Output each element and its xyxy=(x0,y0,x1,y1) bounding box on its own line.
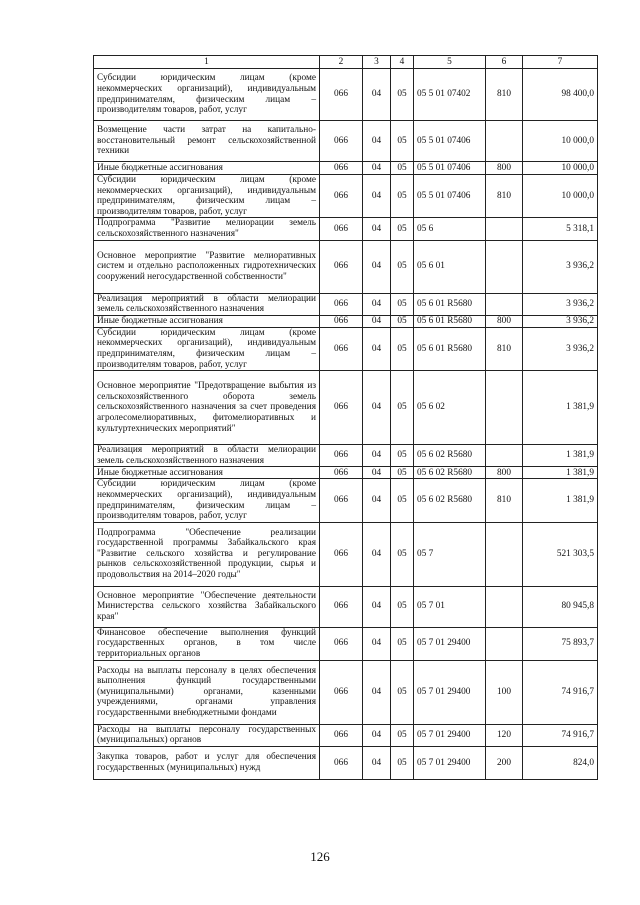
column-header: 3 xyxy=(363,56,391,69)
subsection-code-cell: 05 xyxy=(391,660,414,724)
section-code-cell: 04 xyxy=(363,586,391,627)
target-article-cell: 05 6 02 R5680 xyxy=(414,479,486,522)
target-article-cell: 05 7 xyxy=(414,522,486,586)
row-name-cell: Субсидии юридическим лицам (кроме некоммерческих организаций), индивидуальным предпринимателям, физическим лицам – производителям товаров, работ, услуг xyxy=(94,69,320,121)
target-article-cell: 05 7 01 29400 xyxy=(414,660,486,724)
subsection-code-cell: 05 xyxy=(391,586,414,627)
section-code-cell: 04 xyxy=(363,121,391,162)
expense-type-cell: 810 xyxy=(486,327,523,370)
section-code-cell: 04 xyxy=(363,724,391,746)
expense-type-cell xyxy=(486,371,523,445)
section-code-cell: 04 xyxy=(363,69,391,121)
amount-cell: 98 400,0 xyxy=(523,69,598,121)
row-name-cell: Иные бюджетные ассигнования xyxy=(94,315,320,327)
ministry-code-cell: 066 xyxy=(320,175,363,218)
row-name-cell: Финансовое обеспечение выполнения функций государственных органов, в том числе территориальных органов xyxy=(94,627,320,660)
amount-cell: 10 000,0 xyxy=(523,175,598,218)
subsection-code-cell: 05 xyxy=(391,162,414,175)
section-code-cell: 04 xyxy=(363,479,391,522)
row-name-cell: Возмещение части затрат на капитально-восстановительный ремонт сельскохозяйственной техники xyxy=(94,121,320,162)
ministry-code-cell: 066 xyxy=(320,162,363,175)
ministry-code-cell: 066 xyxy=(320,586,363,627)
amount-cell: 10 000,0 xyxy=(523,121,598,162)
expense-type-cell: 810 xyxy=(486,479,523,522)
column-header: 5 xyxy=(414,56,486,69)
row-name-cell: Расходы на выплаты персоналу государственных (муниципальных) органов xyxy=(94,724,320,746)
row-name-cell: Основное мероприятие "Развитие мелиоративных систем и отдельно расположенных гидротехнических сооружений негосударственной собственности" xyxy=(94,240,320,293)
table-row xyxy=(94,69,598,121)
table-row xyxy=(94,175,598,218)
subsection-code-cell: 05 xyxy=(391,240,414,293)
target-article-cell: 05 6 02 R5680 xyxy=(414,445,486,467)
row-name-cell: Реализация мероприятий в области мелиорации земель сельскохозяйственного назначения xyxy=(94,293,320,315)
expense-type-cell: 120 xyxy=(486,724,523,746)
target-article-cell: 05 6 01 R5680 xyxy=(414,293,486,315)
row-name-cell: Подпрограмма "Развитие мелиорации земель сельскохозяйственного назначения" xyxy=(94,218,320,240)
row-name-cell: Иные бюджетные ассигнования xyxy=(94,162,320,175)
expense-type-cell xyxy=(486,445,523,467)
row-name-cell: Подпрограмма "Обеспечение реализации государственной программы Забайкальского края "Развитие сельского хозяйства и регулирование рынков сельскохозяйственной продукции, сырья и продовольствия на 2014–2020 годы" xyxy=(94,522,320,586)
ministry-code-cell: 066 xyxy=(320,327,363,370)
subsection-code-cell: 05 xyxy=(391,746,414,779)
table-row xyxy=(94,327,598,370)
table-row xyxy=(94,746,598,779)
table-row xyxy=(94,293,598,315)
section-code-cell: 04 xyxy=(363,315,391,327)
amount-cell: 5 318,1 xyxy=(523,218,598,240)
table-row xyxy=(94,445,598,467)
expense-type-cell: 200 xyxy=(486,746,523,779)
expense-type-cell xyxy=(486,586,523,627)
target-article-cell: 05 5 01 07406 xyxy=(414,162,486,175)
target-article-cell: 05 7 01 xyxy=(414,586,486,627)
ministry-code-cell: 066 xyxy=(320,293,363,315)
subsection-code-cell: 05 xyxy=(391,627,414,660)
target-article-cell: 05 6 02 R5680 xyxy=(414,467,486,479)
row-name-cell: Реализация мероприятий в области мелиорации земель сельскохозяйственного назначения xyxy=(94,445,320,467)
row-name-cell: Основное мероприятие "Обеспечение деятельности Министерства сельского хозяйства Забайкальского края" xyxy=(94,586,320,627)
expense-type-cell: 810 xyxy=(486,69,523,121)
amount-cell: 521 303,5 xyxy=(523,522,598,586)
section-code-cell: 04 xyxy=(363,660,391,724)
row-name-cell: Закупка товаров, работ и услуг для обеспечения государственных (муниципальных) нужд xyxy=(94,746,320,779)
expense-type-cell: 800 xyxy=(486,162,523,175)
table-row xyxy=(94,660,598,724)
ministry-code-cell: 066 xyxy=(320,240,363,293)
subsection-code-cell: 05 xyxy=(391,175,414,218)
target-article-cell: 05 6 01 R5680 xyxy=(414,327,486,370)
amount-cell: 74 916,7 xyxy=(523,660,598,724)
expense-type-cell xyxy=(486,218,523,240)
section-code-cell: 04 xyxy=(363,162,391,175)
expense-type-cell xyxy=(486,627,523,660)
expense-type-cell: 810 xyxy=(486,175,523,218)
table-row xyxy=(94,121,598,162)
amount-cell: 3 936,2 xyxy=(523,293,598,315)
target-article-cell: 05 6 01 xyxy=(414,240,486,293)
table-row xyxy=(94,315,598,327)
ministry-code-cell: 066 xyxy=(320,627,363,660)
ministry-code-cell: 066 xyxy=(320,467,363,479)
expense-type-cell: 800 xyxy=(486,315,523,327)
target-article-cell: 05 6 xyxy=(414,218,486,240)
table-body xyxy=(94,69,598,780)
target-article-cell: 05 5 01 07406 xyxy=(414,175,486,218)
section-code-cell: 04 xyxy=(363,371,391,445)
table-row xyxy=(94,240,598,293)
expense-type-cell xyxy=(486,240,523,293)
ministry-code-cell: 066 xyxy=(320,121,363,162)
ministry-code-cell: 066 xyxy=(320,522,363,586)
section-code-cell: 04 xyxy=(363,467,391,479)
subsection-code-cell: 05 xyxy=(391,121,414,162)
column-header: 6 xyxy=(486,56,523,69)
section-code-cell: 04 xyxy=(363,293,391,315)
target-article-cell: 05 5 01 07406 xyxy=(414,121,486,162)
subsection-code-cell: 05 xyxy=(391,724,414,746)
expense-type-cell xyxy=(486,522,523,586)
ministry-code-cell: 066 xyxy=(320,445,363,467)
subsection-code-cell: 05 xyxy=(391,69,414,121)
page-number: 126 xyxy=(310,849,330,864)
row-name-cell: Субсидии юридическим лицам (кроме некоммерческих организаций), индивидуальным предпринимателям, физическим лицам – производителям товаров, работ, услуг xyxy=(94,327,320,370)
amount-cell: 1 381,9 xyxy=(523,371,598,445)
row-name-cell: Расходы на выплаты персоналу в целях обеспечения выполнения функций государственными (муниципальными) органами, казенными учреждениями, органами управления государственными внебюджетными фондами xyxy=(94,660,320,724)
table-row xyxy=(94,162,598,175)
ministry-code-cell: 066 xyxy=(320,69,363,121)
expense-type-cell xyxy=(486,121,523,162)
row-name-cell: Иные бюджетные ассигнования xyxy=(94,467,320,479)
amount-cell: 824,0 xyxy=(523,746,598,779)
table-row xyxy=(94,467,598,479)
target-article-cell: 05 6 02 xyxy=(414,371,486,445)
subsection-code-cell: 05 xyxy=(391,327,414,370)
amount-cell: 75 893,7 xyxy=(523,627,598,660)
target-article-cell: 05 7 01 29400 xyxy=(414,627,486,660)
amount-cell: 3 936,2 xyxy=(523,327,598,370)
ministry-code-cell: 066 xyxy=(320,315,363,327)
column-header: 7 xyxy=(523,56,598,69)
column-header: 2 xyxy=(320,56,363,69)
ministry-code-cell: 066 xyxy=(320,746,363,779)
subsection-code-cell: 05 xyxy=(391,467,414,479)
target-article-cell: 05 7 01 29400 xyxy=(414,724,486,746)
ministry-code-cell: 066 xyxy=(320,479,363,522)
table-row xyxy=(94,371,598,445)
subsection-code-cell: 05 xyxy=(391,293,414,315)
target-article-cell: 05 5 01 07402 xyxy=(414,69,486,121)
row-name-cell: Субсидии юридическим лицам (кроме некоммерческих организаций), индивидуальным предпринимателям, физическим лицам – производителям товаров, работ, услуг xyxy=(94,175,320,218)
row-name-cell: Основное мероприятие "Предотвращение выбытия из сельскохозяйственного оборота земель сельскохозяйственного назначения за счет проведения агролесомелиоративных, фитомелиоративных и культуртехнических мероприятий" xyxy=(94,371,320,445)
amount-cell: 3 936,2 xyxy=(523,240,598,293)
subsection-code-cell: 05 xyxy=(391,479,414,522)
table-row xyxy=(94,627,598,660)
ministry-code-cell: 066 xyxy=(320,371,363,445)
target-article-cell: 05 6 01 R5680 xyxy=(414,315,486,327)
table-row xyxy=(94,479,598,522)
amount-cell: 80 945,8 xyxy=(523,586,598,627)
amount-cell: 1 381,9 xyxy=(523,467,598,479)
ministry-code-cell: 066 xyxy=(320,660,363,724)
ministry-code-cell: 066 xyxy=(320,218,363,240)
subsection-code-cell: 05 xyxy=(391,522,414,586)
amount-cell: 1 381,9 xyxy=(523,445,598,467)
subsection-code-cell: 05 xyxy=(391,371,414,445)
table-row xyxy=(94,724,598,746)
section-code-cell: 04 xyxy=(363,218,391,240)
section-code-cell: 04 xyxy=(363,240,391,293)
table-header-row xyxy=(94,56,598,69)
section-code-cell: 04 xyxy=(363,746,391,779)
subsection-code-cell: 05 xyxy=(391,315,414,327)
amount-cell: 3 936,2 xyxy=(523,315,598,327)
target-article-cell: 05 7 01 29400 xyxy=(414,746,486,779)
row-name-cell: Субсидии юридическим лицам (кроме некоммерческих организаций), индивидуальным предпринимателям, физическим лицам – производителям товаров, работ, услуг xyxy=(94,479,320,522)
table-row xyxy=(94,522,598,586)
amount-cell: 1 381,9 xyxy=(523,479,598,522)
expense-type-cell: 800 xyxy=(486,467,523,479)
subsection-code-cell: 05 xyxy=(391,218,414,240)
subsection-code-cell: 05 xyxy=(391,445,414,467)
column-header: 1 xyxy=(94,56,320,69)
section-code-cell: 04 xyxy=(363,522,391,586)
amount-cell: 74 916,7 xyxy=(523,724,598,746)
column-header: 4 xyxy=(391,56,414,69)
section-code-cell: 04 xyxy=(363,445,391,467)
expense-type-cell: 100 xyxy=(486,660,523,724)
table-row xyxy=(94,218,598,240)
amount-cell: 10 000,0 xyxy=(523,162,598,175)
ministry-code-cell: 066 xyxy=(320,724,363,746)
expense-type-cell xyxy=(486,293,523,315)
table-row xyxy=(94,586,598,627)
section-code-cell: 04 xyxy=(363,327,391,370)
section-code-cell: 04 xyxy=(363,175,391,218)
section-code-cell: 04 xyxy=(363,627,391,660)
budget-table xyxy=(93,55,598,780)
